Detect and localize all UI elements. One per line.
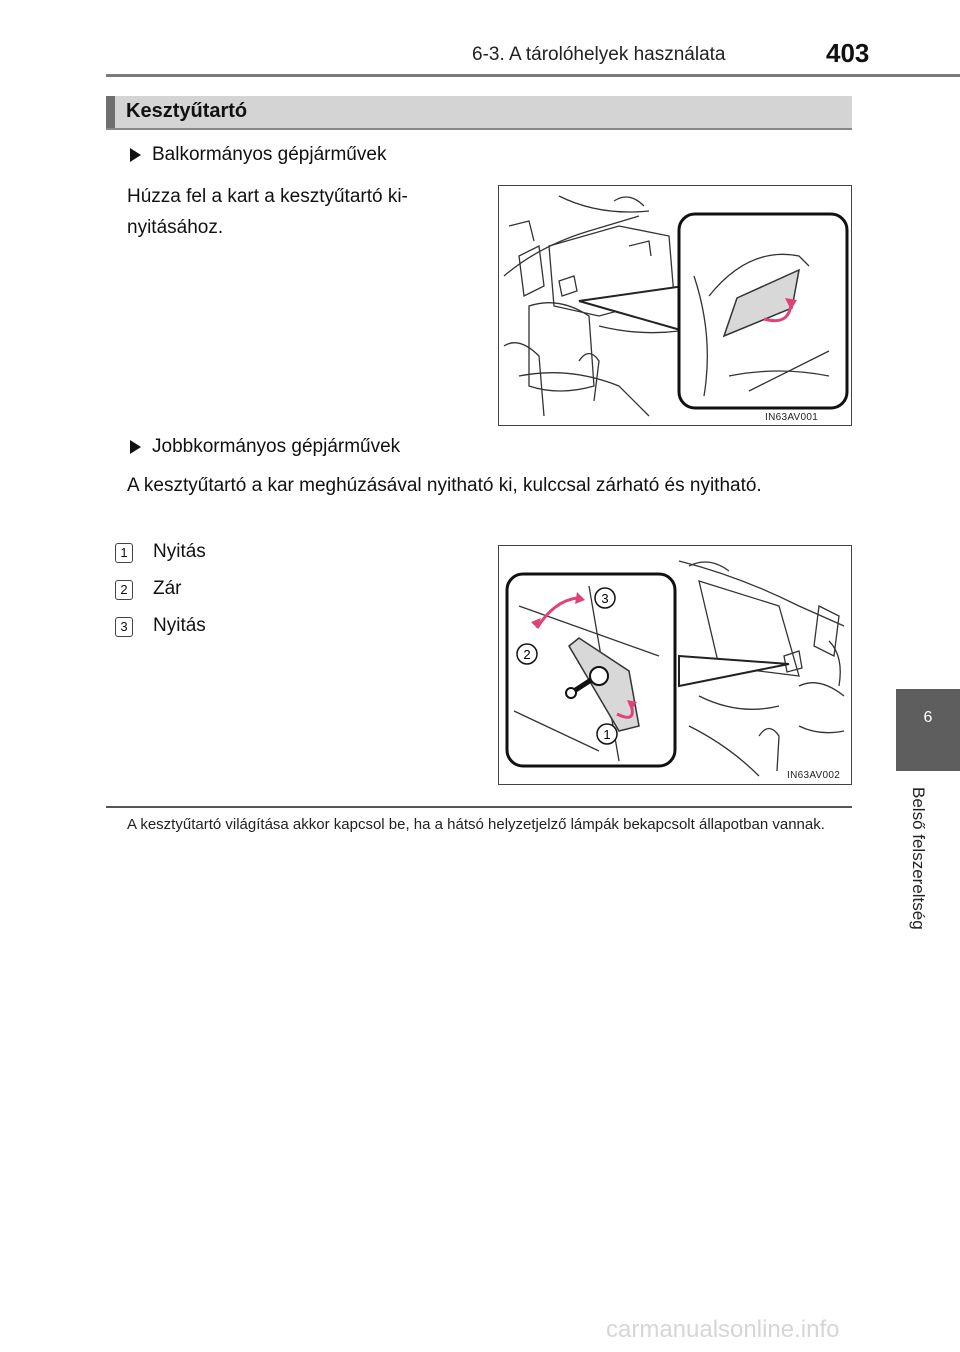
- lhd-instruction: Húzza fel a kart a kesztyűtartó ki-nyitásához.: [127, 186, 408, 238]
- chapter-label: Belső felszereltség: [909, 787, 928, 930]
- callout-label: Zár: [153, 578, 182, 599]
- lhd-glovebox-drawing: [499, 186, 853, 427]
- rhd-figure-code: IN63AV002: [787, 770, 841, 781]
- header-rule: [106, 74, 960, 77]
- chapter-tab: [896, 689, 960, 771]
- callout-number-badge: 2: [115, 580, 133, 600]
- section-title-accent: [106, 96, 115, 128]
- note-rule: [106, 806, 852, 808]
- running-header-section: 6-3. A tárolóhelyek használata: [472, 44, 726, 65]
- note-text: A kesztyűtartó világítása akkor kapcsol be, ha a hátsó helyzetjelző lámpák bekapcsolt állapotban vannak.: [127, 816, 825, 833]
- figure-callout-1: 1: [603, 727, 611, 742]
- callout-number-badge: 3: [115, 617, 133, 637]
- callout-label: Nyitás: [153, 541, 206, 562]
- rhd-glovebox-drawing: [499, 546, 853, 786]
- callout-label: Nyitás: [153, 615, 206, 636]
- lhd-figure-code: IN63AV001: [765, 412, 819, 423]
- callout-number-badge: 1: [115, 543, 133, 563]
- section-title-bar: [106, 96, 852, 128]
- triangle-bullet-icon: [130, 148, 141, 162]
- watermark-text: carmanualsonline.info: [606, 1316, 840, 1343]
- lhd-heading-label: Balkormányos gépjárművek: [152, 144, 387, 165]
- section-title-rule: [106, 128, 852, 130]
- rhd-heading-label: Jobbkormányos gépjárművek: [152, 436, 401, 457]
- lhd-glovebox-illustration: [498, 185, 852, 426]
- rhd-instruction: A kesztyűtartó a kar meghúzásával nyitható ki, kulccsal zárható és nyitható.: [127, 475, 762, 496]
- rhd-glovebox-illustration: [498, 545, 852, 785]
- figure-callout-2: 2: [523, 647, 531, 662]
- page-number: 403: [826, 38, 870, 68]
- triangle-bullet-icon: [130, 440, 141, 454]
- figure-callout-3: 3: [601, 591, 609, 606]
- chapter-number: 6: [923, 709, 933, 726]
- section-title: Kesztyűtartó: [126, 100, 248, 122]
